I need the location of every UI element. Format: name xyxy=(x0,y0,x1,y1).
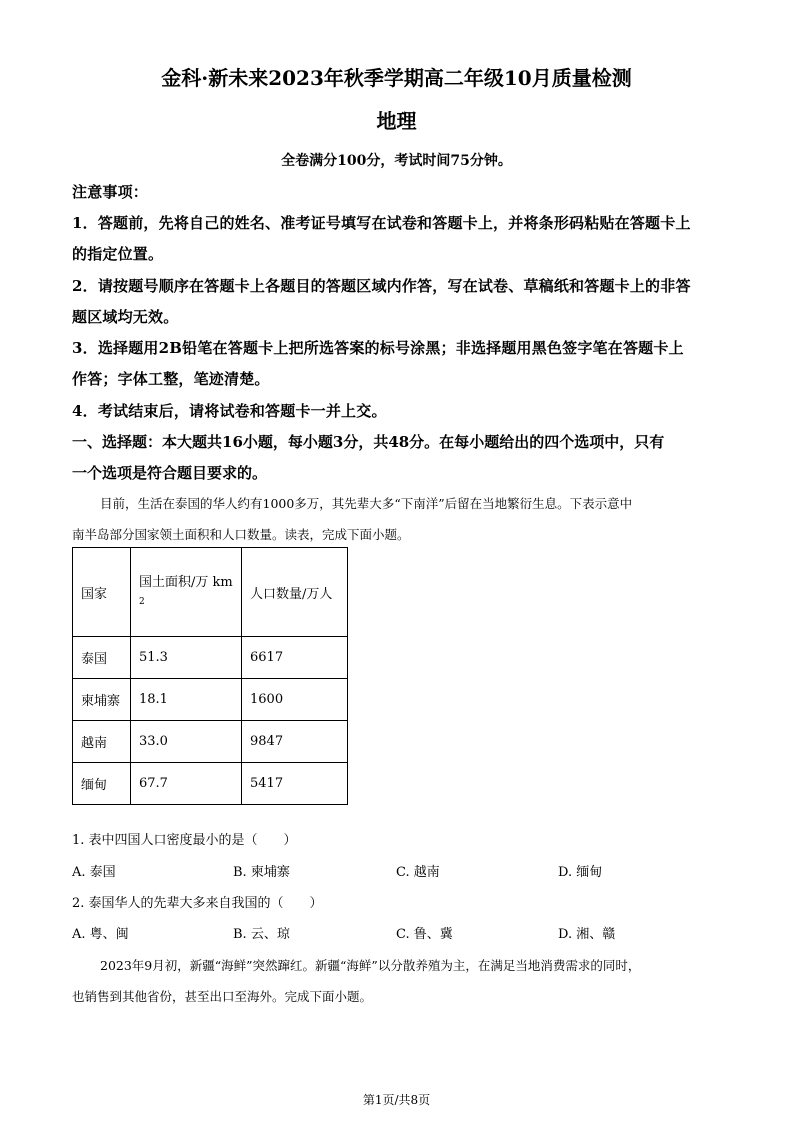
question-option: A. 粤、闽 xyxy=(72,927,129,942)
passage-line: 也销售到其他省份，甚至出口至海外。完成下面小题。 xyxy=(72,989,373,1004)
table-cell: 6617 xyxy=(242,637,348,679)
table-cell: 泰国 xyxy=(73,637,131,679)
page-number: 第1页/共8页 xyxy=(362,1093,431,1107)
table-cell: 1600 xyxy=(242,679,348,721)
passage-line: 南半岛部分国家领土面积和人口数量。读表，完成下面小题。 xyxy=(72,527,410,542)
question-option: A. 泰国 xyxy=(72,865,116,880)
question-stem: 1. 表中四国人口密度最小的是（ ） xyxy=(72,833,297,848)
subject-title: 地理 xyxy=(376,109,417,133)
note-line: 3．选择题用2B铅笔在答题卡上把所选答案的标号涂黑；非选择题用黑色签字笔在答题卡上 xyxy=(72,339,684,357)
table-header-cell: 人口数量/万人 xyxy=(250,586,333,602)
table-header-row xyxy=(73,548,348,637)
question-option: B. 云、琼 xyxy=(233,927,290,942)
table-header-cell: 国土面积/万 km xyxy=(139,574,233,590)
table-row xyxy=(73,763,348,805)
table-cell: 18.1 xyxy=(131,679,242,721)
question-stem: 2. 泰国华人的先辈大多来自我国的（ ） xyxy=(72,896,323,911)
full-score-line: 全卷满分100分，考试时间75分钟。 xyxy=(281,153,512,169)
question-option: D. 湘、赣 xyxy=(558,927,616,942)
table-cell: 缅甸 xyxy=(73,763,131,805)
note-line: 题区域均无效。 xyxy=(72,308,179,326)
table-cell: 67.7 xyxy=(131,763,242,805)
superscript-two: 2 xyxy=(139,596,145,607)
table-cell: 5417 xyxy=(242,763,348,805)
exam-title: 金科·新未来2023年秋季学期高二年级10月质量检测 xyxy=(161,66,632,90)
note-line: 1．答题前，先将自己的姓名、准考证号填写在试卷和答题卡上，并将条形码粘贴在答题卡上 xyxy=(72,214,691,232)
question-option: B. 柬埔寨 xyxy=(233,865,290,880)
table-cell: 9847 xyxy=(242,721,348,763)
section-heading: 一个选项是符合题目要求的。 xyxy=(72,464,268,482)
table-cell: 33.0 xyxy=(131,721,242,763)
note-line: 4．考试结束后，请将试卷和答题卡一并上交。 xyxy=(72,402,387,420)
table-cell: 柬埔寨 xyxy=(73,679,131,721)
table-row xyxy=(73,679,348,721)
table-row xyxy=(73,721,348,763)
note-line: 的指定位置。 xyxy=(72,245,164,263)
table-cell: 越南 xyxy=(73,721,131,763)
note-line: 2．请按题号顺序在答题卡上各题目的答题区域内作答，写在试卷、草稿纸和答题卡上的非答 xyxy=(72,277,691,295)
passage-line: 目前，生活在泰国的华人约有1000多万，其先辈大多“下南洋”后留在当地繁衍生息。下表示意中 xyxy=(100,496,633,511)
question-option: C. 鲁、冀 xyxy=(396,927,453,942)
notes-heading: 注意事项： xyxy=(72,183,149,201)
section-heading: 一、选择题：本大题共16小题，每小题3分，共48分。在每小题给出的四个选项中，只有 xyxy=(72,433,665,451)
question-option: D. 缅甸 xyxy=(558,865,603,880)
table-header-cell: 国家 xyxy=(81,586,108,602)
passage-line: 2023年9月初，新疆“海鲜”突然蹿红。新疆“海鲜”以分散养殖为主，在满足当地消费需求的同时， xyxy=(100,958,641,973)
note-line: 作答；字体工整，笔迹清楚。 xyxy=(72,370,270,388)
table-cell: 51.3 xyxy=(131,637,242,679)
question-option: C. 越南 xyxy=(396,865,440,880)
table-row xyxy=(73,637,348,679)
country-data-table xyxy=(72,547,348,805)
